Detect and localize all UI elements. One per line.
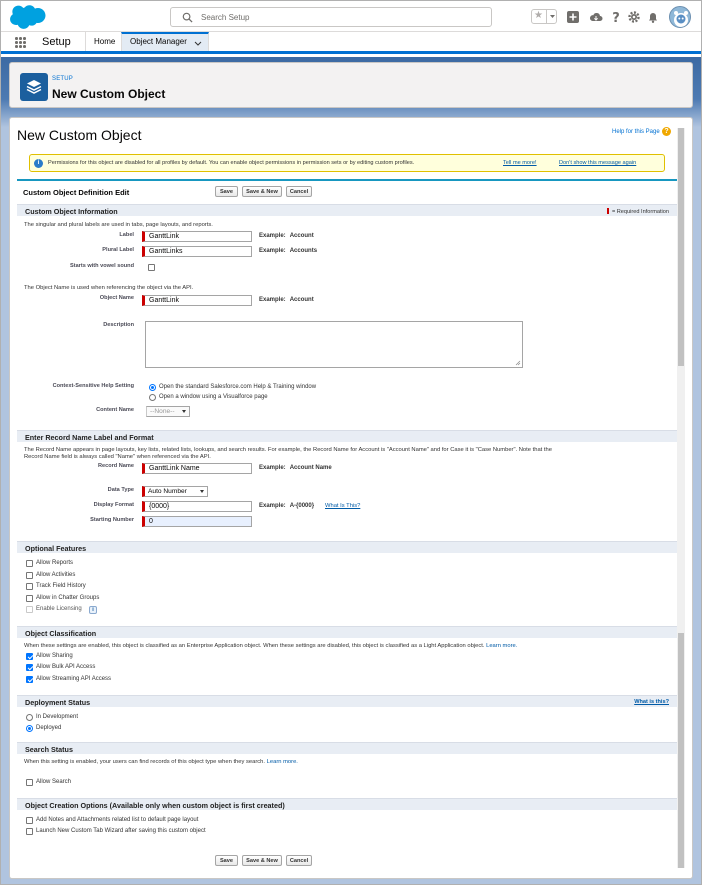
- cancel-button[interactable]: Cancel: [286, 186, 312, 197]
- track-field-history-checkbox[interactable]: [26, 583, 33, 590]
- section-record-name: [17, 430, 677, 442]
- record-name-intro-2: Record Name field is always called "Name" when referenced via the API.: [24, 454, 211, 460]
- star-icon: ★: [534, 10, 543, 21]
- gear-icon[interactable]: [627, 10, 641, 24]
- allow-bulk-api-checkbox[interactable]: [26, 664, 33, 671]
- help-standard-radio[interactable]: [149, 384, 156, 391]
- favorites-button[interactable]: [531, 9, 557, 24]
- cancel-button-bottom[interactable]: Cancel: [286, 855, 312, 866]
- content-title: New Custom Object: [17, 127, 142, 143]
- label-input[interactable]: GanttLink: [142, 231, 252, 242]
- tab-object-manager[interactable]: [121, 32, 209, 51]
- chevron-down-icon: [182, 410, 186, 413]
- section-search-status: [17, 742, 677, 754]
- plus-icon[interactable]: [566, 10, 580, 24]
- starting-number-input[interactable]: 0: [142, 516, 252, 527]
- section-title: Custom Object Information: [25, 207, 118, 216]
- page-title: New Custom Object: [52, 87, 166, 101]
- help-standard-label: Open the standard Salesforce.com Help & Training window: [159, 384, 317, 390]
- add-notes-label: Add Notes and Attachments related list to default page layout: [36, 817, 199, 823]
- scrollbar-thumb[interactable]: [678, 128, 684, 366]
- section-optional-features: [17, 541, 677, 553]
- save-button[interactable]: Save: [215, 186, 238, 197]
- help-for-page-link[interactable]: Help for this Page: [612, 129, 660, 135]
- launch-tab-wizard-label: Launch New Custom Tab Wizard after saving this custom object: [36, 828, 206, 834]
- object-name-input[interactable]: GanttLink: [142, 295, 252, 306]
- display-format-input[interactable]: {0000}: [142, 501, 252, 512]
- allow-streaming-api-label: Allow Streaming API Access: [36, 676, 112, 682]
- search-learn-more-link[interactable]: Learn more.: [266, 759, 298, 765]
- object-name-example: Example: Account: [259, 297, 314, 303]
- allow-sharing-checkbox[interactable]: [26, 653, 33, 660]
- allow-chatter-groups-label: Allow in Chatter Groups: [36, 595, 100, 601]
- allow-search-label: Allow Search: [36, 779, 72, 785]
- main-content: [9, 117, 693, 879]
- search-intro: When this setting is enabled, your users can find records of this object type when they search. Learn more.: [24, 759, 298, 765]
- display-format-label: Display Format: [93, 502, 134, 508]
- record-name-label: Record Name: [97, 463, 134, 469]
- page-header: [9, 62, 693, 108]
- add-notes-checkbox[interactable]: [26, 817, 33, 824]
- chevron-down-icon: [200, 490, 204, 493]
- block-title: Custom Object Definition Edit: [23, 188, 130, 197]
- app-name: Setup: [42, 36, 71, 48]
- what-is-this-link[interactable]: What Is This?: [325, 503, 361, 509]
- enable-licensing-label: Enable Licensing: [36, 606, 82, 612]
- chevron-down-icon[interactable]: [194, 41, 202, 47]
- notice-text: Permissions for this object are disabled for all profiles by default. You can enable object permissions in permission sets or by editing custom profiles.: [48, 160, 415, 166]
- tab-object-manager-label: Object Manager: [130, 37, 187, 46]
- description-label: Description: [103, 322, 134, 328]
- allow-bulk-api-label: Allow Bulk API Access: [36, 664, 96, 670]
- scrollbar-thumb-lower[interactable]: [678, 633, 684, 868]
- labels-intro: The singular and plural labels are used in tabs, page layouts, and reports.: [24, 222, 213, 228]
- section-creation-options: [17, 798, 677, 810]
- required-info-legend: = Required Information: [607, 208, 669, 215]
- help-icon[interactable]: [609, 10, 623, 24]
- help-setting-label: Context-Sensitive Help Setting: [52, 383, 134, 389]
- plural-label-example: Example: Accounts: [259, 248, 318, 254]
- vowel-sound-label: Starts with vowel sound: [69, 263, 134, 269]
- cloud-icon[interactable]: [589, 10, 603, 24]
- enable-licensing-checkbox[interactable]: [26, 606, 33, 613]
- resize-handle-icon[interactable]: [515, 360, 521, 366]
- record-name-example: Example: Account Name: [259, 465, 332, 471]
- permissions-notice: [29, 154, 665, 172]
- vowel-sound-checkbox[interactable]: [148, 264, 155, 271]
- save-button-bottom[interactable]: Save: [215, 855, 238, 866]
- starting-number-label: Starting Number: [90, 517, 134, 523]
- global-header: [1, 1, 701, 32]
- content-name-label: Content Name: [96, 407, 134, 413]
- in-development-radio[interactable]: [26, 714, 33, 721]
- avatar[interactable]: [669, 6, 691, 28]
- section-title: Deployment Status: [25, 698, 91, 707]
- section-title: Object Classification: [25, 629, 97, 638]
- scrollbar[interactable]: [677, 128, 685, 868]
- help-visualforce-label: Open a window using a Visualforce page: [159, 394, 268, 400]
- section-object-classification: [17, 626, 677, 638]
- breadcrumb[interactable]: SETUP: [52, 76, 74, 82]
- block-divider: [17, 179, 677, 181]
- deployed-label: Deployed: [36, 725, 62, 731]
- svg-text:?: ?: [612, 11, 620, 24]
- app-launcher-icon[interactable]: [15, 37, 26, 48]
- allow-activities-label: Allow Activities: [36, 572, 76, 578]
- dont-show-link[interactable]: Don't show this message again: [559, 160, 637, 166]
- data-type-label: Data Type: [107, 487, 134, 493]
- record-name-intro-1: The Record Name appears in page layouts, key lists, related lists, lookups, and search results. For example, the Record Name for Account is "Account Name" and for Case it is "Case Number". Note that the: [24, 447, 552, 453]
- allow-reports-label: Allow Reports: [36, 560, 74, 566]
- label-field-label: Label: [119, 232, 134, 238]
- bell-icon[interactable]: [646, 10, 660, 24]
- allow-reports-checkbox[interactable]: [26, 560, 33, 567]
- help-icon[interactable]: ?: [662, 127, 671, 136]
- allow-search-checkbox[interactable]: [26, 779, 33, 786]
- astro-avatar-image: [670, 7, 691, 28]
- tell-me-more-link[interactable]: Tell me more!: [503, 160, 537, 166]
- allow-streaming-api-checkbox[interactable]: [26, 676, 33, 683]
- navigation-bar: [1, 32, 701, 54]
- display-format-example: Example: A-{0000}: [259, 503, 315, 509]
- allow-sharing-label: Allow Sharing: [36, 653, 73, 659]
- search-icon: [182, 12, 193, 23]
- description-textarea[interactable]: [145, 321, 523, 368]
- section-title: Optional Features: [25, 544, 87, 553]
- chevron-down-icon: [547, 10, 558, 23]
- search-placeholder: Search Setup: [201, 13, 250, 22]
- in-development-label: In Development: [36, 714, 79, 720]
- save-new-button[interactable]: Save & New: [242, 186, 282, 197]
- allow-chatter-groups-checkbox[interactable]: [26, 595, 33, 602]
- section-object-info: [17, 204, 677, 216]
- data-type-select[interactable]: Auto Number: [142, 486, 208, 497]
- record-name-input[interactable]: GanttLink Name: [142, 463, 252, 474]
- launch-tab-wizard-checkbox[interactable]: [26, 828, 33, 835]
- classification-intro: When these settings are enabled, this object is classified as an Enterprise Application object. When these settings are disabled, this object is classified as a Light Application object. Learn more.: [24, 643, 518, 649]
- section-title: Object Creation Options (Available only when custom object is first created): [25, 801, 285, 810]
- section-title: Enter Record Name Label and Format: [25, 433, 154, 442]
- plural-label-input[interactable]: GanttLinks: [142, 246, 252, 257]
- deployment-what-is-this-link[interactable]: What is this?: [634, 699, 669, 705]
- content-name-select[interactable]: --None--: [146, 406, 190, 417]
- api-intro: The Object Name is used when referencing the object via the API.: [24, 285, 194, 291]
- stack-icon: [20, 73, 48, 101]
- salesforce-cloud-logo[interactable]: [10, 5, 46, 29]
- save-new-button-bottom[interactable]: Save & New: [242, 855, 282, 866]
- info-icon[interactable]: i: [89, 606, 97, 614]
- classification-learn-more-link[interactable]: Learn more.: [486, 643, 518, 649]
- label-example: Example: Account: [259, 233, 314, 239]
- help-visualforce-radio[interactable]: [149, 394, 156, 401]
- allow-activities-checkbox[interactable]: [26, 572, 33, 579]
- tab-home-label: Home: [94, 37, 116, 46]
- section-deployment-status: [17, 695, 677, 707]
- search-box[interactable]: [170, 7, 492, 27]
- object-name-label: Object Name: [99, 295, 134, 301]
- tab-home[interactable]: [85, 32, 123, 51]
- section-title: Search Status: [25, 745, 73, 754]
- favorites-dropdown[interactable]: [546, 10, 557, 23]
- info-icon: i: [34, 159, 43, 168]
- track-field-history-label: Track Field History: [36, 583, 86, 589]
- deployed-radio[interactable]: [26, 725, 33, 732]
- plural-label-field-label: Plural Label: [102, 247, 134, 253]
